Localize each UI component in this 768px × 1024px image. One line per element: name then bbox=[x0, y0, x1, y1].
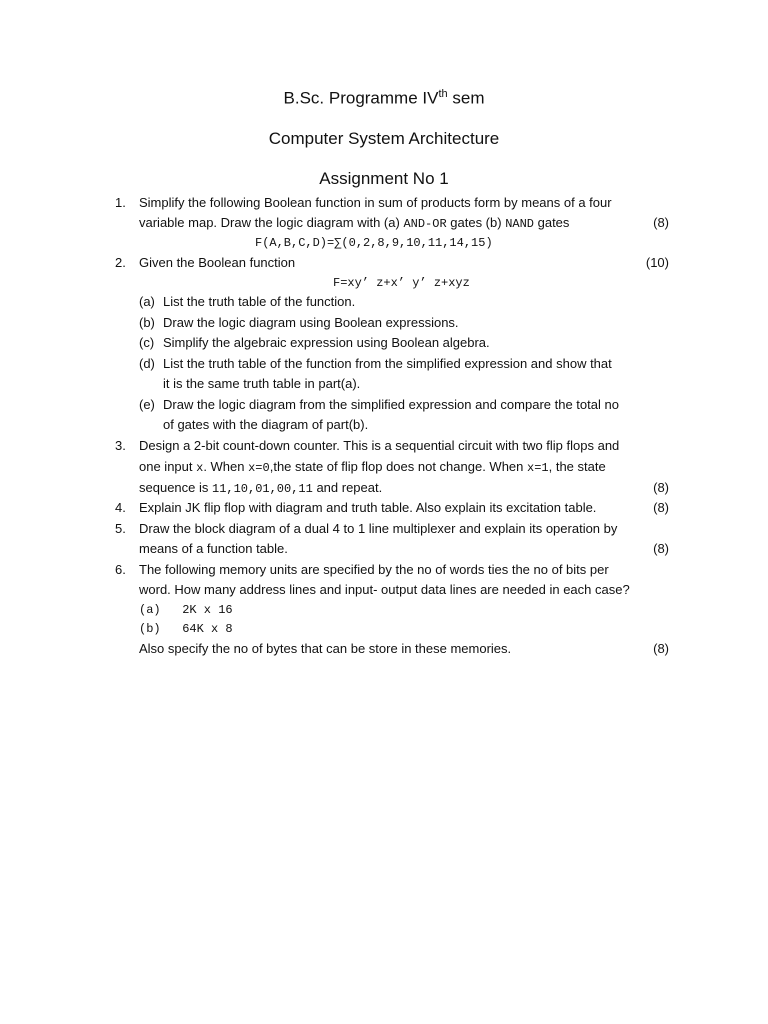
q1-line1: Simplify the following Boolean function in sum of products form by means of a four bbox=[139, 195, 612, 210]
q6-part-b: (b) 64K x 8 bbox=[139, 622, 233, 636]
q5-number: 5. bbox=[115, 521, 126, 536]
q2-line1: Given the Boolean function bbox=[139, 255, 296, 270]
q5-line2: means of a function table. bbox=[139, 541, 288, 556]
q3-line2: one input x. When x=0,the state of flip flop does not change. When x=1, the state bbox=[139, 459, 606, 475]
q3-number: 3. bbox=[115, 438, 126, 453]
q2-formula: F=xy’ z+x’ y’ z+xyz bbox=[333, 276, 470, 290]
q2-number: 2. bbox=[115, 255, 126, 270]
q6-marks: (8) bbox=[653, 641, 669, 656]
q6-line3: Also specify the no of bytes that can be store in these memories. bbox=[139, 641, 512, 656]
q4-number: 4. bbox=[115, 500, 126, 515]
q2-part-e: (e) Draw the logic diagram from the simplified expression and compare the total no bbox=[139, 397, 619, 412]
q2-part-b: (b) Draw the logic diagram using Boolean expressions. bbox=[139, 315, 459, 330]
q2-part-e-cont: of gates with the diagram of part(b). bbox=[163, 417, 369, 432]
q3-line1: Design a 2-bit count-down counter. This is a sequential circuit with two flip flops and bbox=[139, 438, 620, 453]
q1-number: 1. bbox=[115, 195, 126, 210]
q3-marks: (8) bbox=[653, 480, 669, 495]
q6-number: 6. bbox=[115, 562, 126, 577]
page-title-subject: Computer System Architecture bbox=[268, 129, 500, 148]
q5-marks: (8) bbox=[653, 541, 669, 556]
q2-part-c: (c) Simplify the algebraic expression using Boolean algebra. bbox=[139, 335, 490, 350]
q1-formula: F(A,B,C,D)=∑(0,2,8,9,10,11,14,15) bbox=[255, 236, 493, 250]
q2-part-a: (a) List the truth table of the function. bbox=[139, 294, 356, 309]
q4-line1: Explain JK flip flop with diagram and truth table. Also explain its excitation table. bbox=[139, 500, 597, 515]
q2-part-d-cont: it is the same truth table in part(a). bbox=[163, 376, 361, 391]
q3-line3: sequence is 11,10,01,00,11 and repeat. bbox=[139, 480, 383, 496]
page-title-programme: B.Sc. Programme IVth sem bbox=[283, 88, 485, 108]
q2-part-d: (d) List the truth table of the function from the simplified expression and show that bbox=[139, 356, 612, 371]
q5-line1: Draw the block diagram of a dual 4 to 1 line multiplexer and explain its operation by bbox=[139, 521, 618, 536]
q4-marks: (8) bbox=[653, 500, 669, 515]
q1-line2: variable map. Draw the logic diagram with (a) AND-OR gates (b) NAND gates bbox=[139, 215, 570, 231]
q2-marks: (10) bbox=[645, 255, 669, 270]
q1-marks: (8) bbox=[653, 215, 669, 230]
superscript-th: th bbox=[438, 88, 448, 100]
q6-part-a: (a) 2K x 16 bbox=[139, 603, 233, 617]
q6-line2: word. How many address lines and input- output data lines are needed in each case? bbox=[139, 582, 630, 597]
page-title-assignment: Assignment No 1 bbox=[319, 169, 449, 188]
q6-line1: The following memory units are specified by the no of words ties the no of bits per bbox=[139, 562, 609, 577]
